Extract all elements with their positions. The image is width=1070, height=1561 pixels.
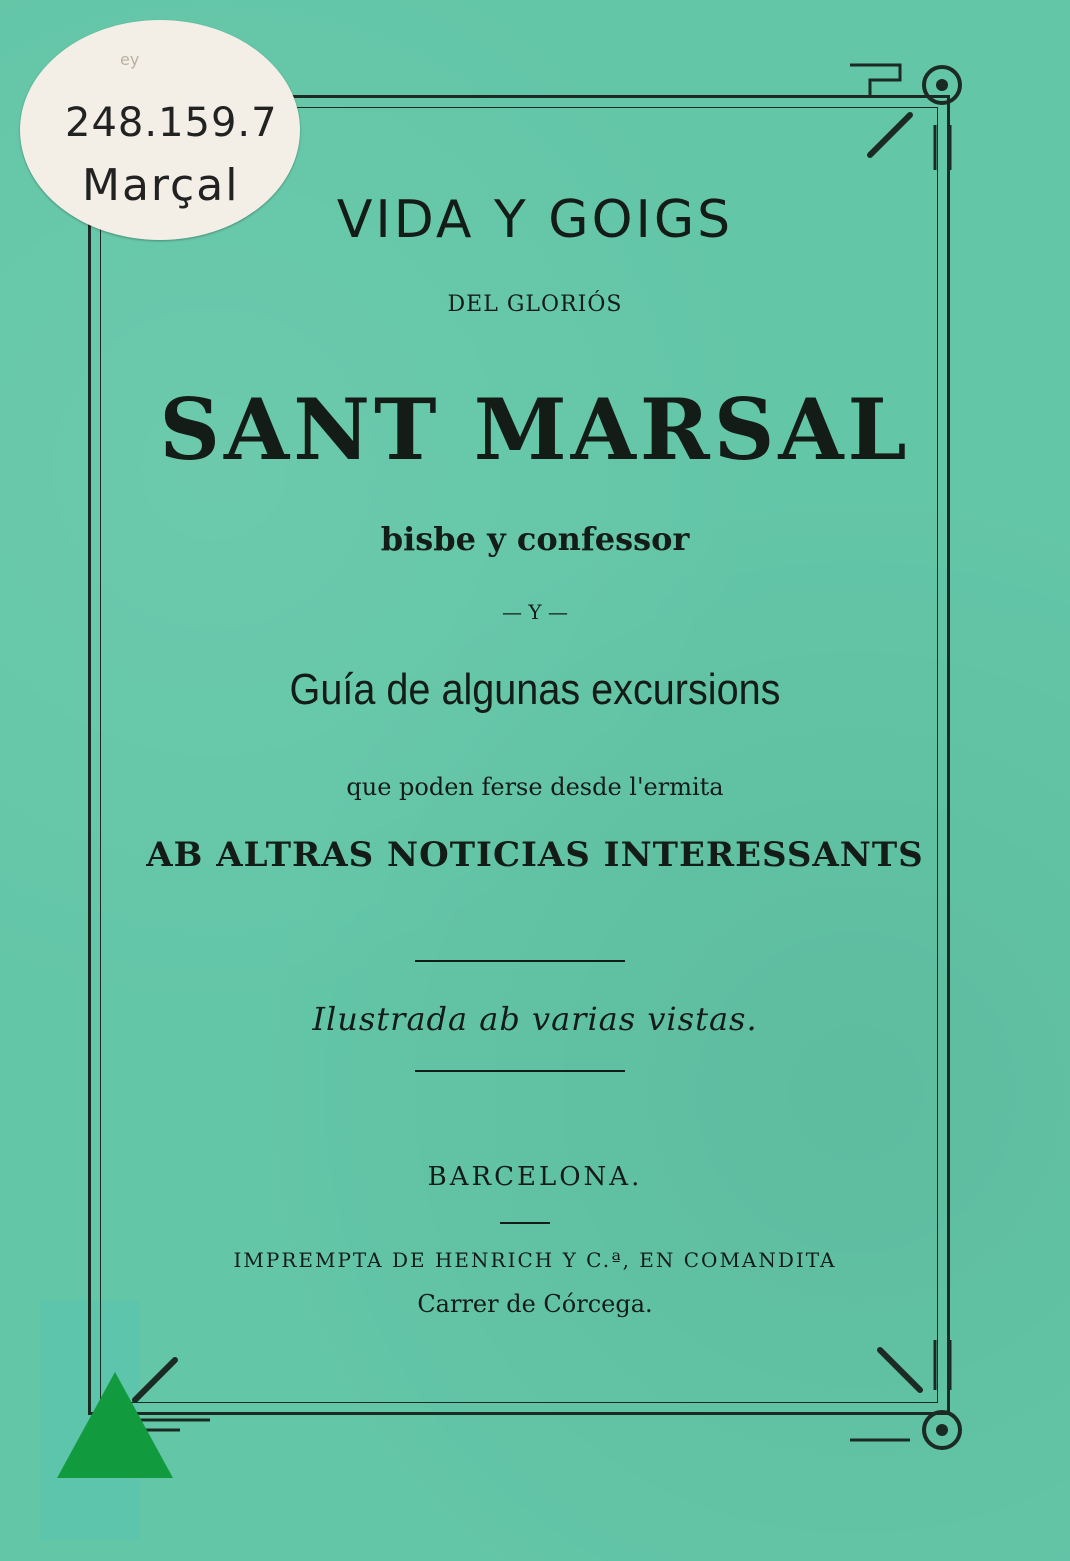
news-line: AB ALTRAS NOTICIAS INTERESSANTS [146, 835, 924, 875]
guide-title: Guía de algunas excursions [289, 665, 781, 714]
divider-rule-1 [415, 960, 625, 962]
divider-rule-2 [415, 1070, 625, 1072]
label-author: Marçal [82, 160, 240, 211]
separator: — Y — [502, 600, 568, 624]
corner-ornament-top-right [840, 55, 970, 175]
label-faint-text: ey [120, 50, 140, 69]
divider-rule-3 [500, 1222, 550, 1224]
library-triangle-sticker [57, 1372, 173, 1478]
call-number: 248.159.7 [65, 100, 278, 146]
title-line-2: DEL GLORIÓS [447, 292, 623, 317]
saint-name: SANT MARSAL [159, 380, 911, 479]
illustrated-line: Ilustrada ab varias vistas. [312, 1000, 758, 1038]
street: Carrer de Córcega. [417, 1290, 653, 1318]
corner-ornament-bottom-right [840, 1330, 970, 1460]
city: BARCELONA. [427, 1162, 643, 1192]
guide-subtitle: que poden ferse desde l'ermita [346, 773, 724, 801]
printer: IMPREMPTA DE HENRICH Y C.ª, EN COMANDITA [233, 1248, 837, 1272]
subtitle: bisbe y confessor [380, 520, 690, 558]
title-line-1: VIDA Y GOIGS [336, 190, 734, 250]
